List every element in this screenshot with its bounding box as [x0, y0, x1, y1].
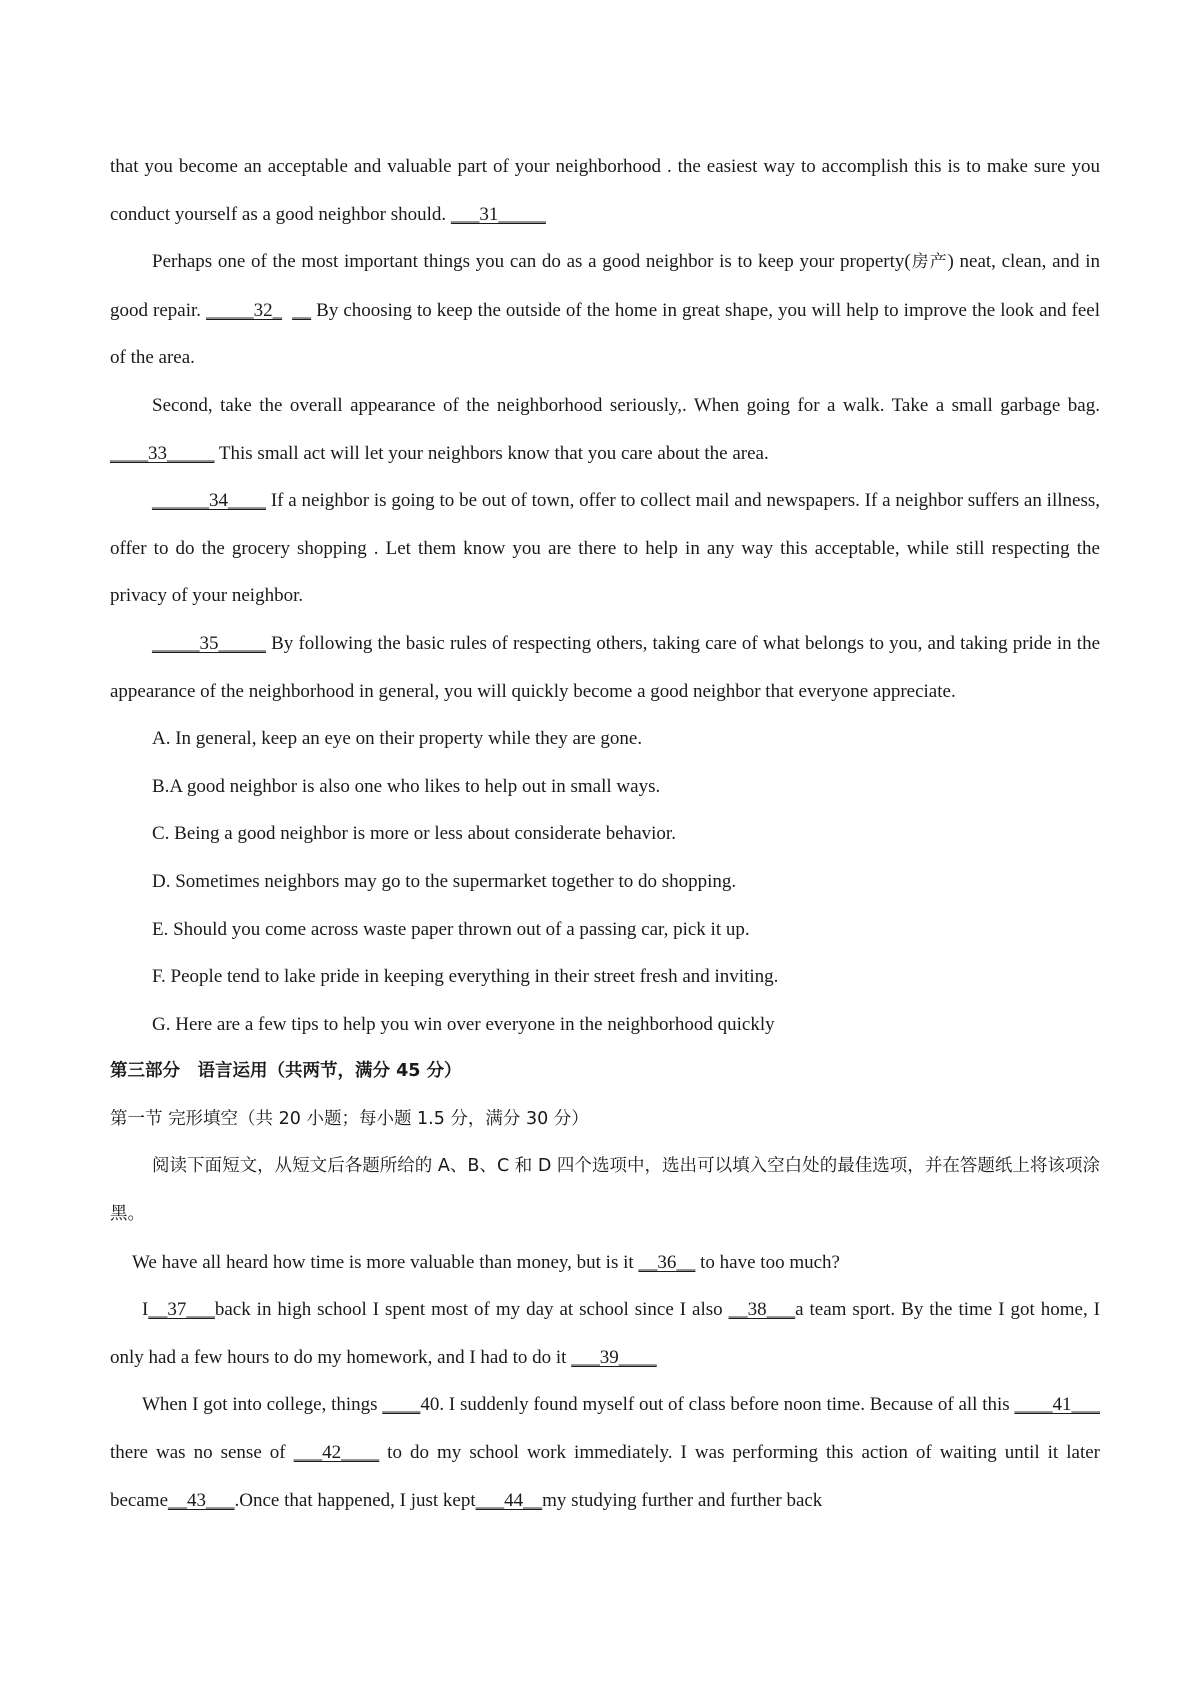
- answer-blank-32[interactable]: _____32_: [206, 299, 283, 321]
- answer-blank-41[interactable]: ____41___: [1014, 1394, 1100, 1416]
- paragraph-text: Perhaps one of the most important things you can do as a good neighbor is to keep your property(: [152, 251, 911, 273]
- paragraph-text: my studying further and further back: [542, 1489, 823, 1511]
- paragraph-text: a team sport. By the time I got home, I only had a few hours to do my homework, and I had to do it: [110, 1299, 1101, 1368]
- paragraph-text: back in high school I spent most of my day at school since I also: [214, 1299, 729, 1321]
- paragraph-text: When I got into college, things: [142, 1394, 383, 1416]
- paragraph-text: This small act will let your neighbors know that you care about the area.: [214, 442, 769, 464]
- reading-paragraph-3: [110, 477, 1100, 620]
- paragraph-text: 40. I suddenly found myself out of class before noon time. Because of all this: [420, 1394, 1015, 1416]
- paragraph-text: ) neat, clean, and in good repair.: [110, 251, 1101, 321]
- answer-blank-38[interactable]: __38___: [728, 1299, 796, 1321]
- answer-blank-44[interactable]: ___44__: [475, 1489, 543, 1511]
- reading-paragraph-1: [110, 238, 1100, 382]
- paragraph-gloss: 房产: [910, 252, 948, 273]
- paragraph-text: there was no sense of: [110, 1442, 294, 1464]
- cloze-paragraph-3: [110, 1381, 1100, 1524]
- reading-paragraph-2: [110, 382, 1100, 477]
- option-e: E. Should you come across waste paper thrown out of a passing car, pick it up.: [152, 918, 750, 940]
- answer-blank-32-tail[interactable]: __: [292, 299, 312, 321]
- reading-paragraph-4: [110, 620, 1100, 715]
- answer-blank-31[interactable]: ___31_____: [450, 203, 546, 225]
- paragraph-text: .Once that happened, I just kept: [234, 1489, 476, 1511]
- paragraph-text: that you become an acceptable and valuable part of your neighborhood . the easiest way to accomplish this is to make sure you conduct yourself as a good neighbor should.: [110, 156, 1100, 225]
- answer-blank-33[interactable]: ____33_____: [110, 442, 215, 464]
- paragraph-text: We have all heard how time is more valuable than money, but is it: [132, 1251, 639, 1273]
- answer-blank-39[interactable]: ___39____: [571, 1346, 657, 1368]
- document-page: [110, 143, 1100, 1524]
- option-d: D. Sometimes neighbors may go to the supermarket together to do shopping.: [152, 870, 737, 892]
- section-subheading: 第一节 完形填空（共 20 小题；每小题 1.5 分，满分 30 分）: [110, 1108, 589, 1129]
- options-list: [110, 715, 1100, 1048]
- paragraph-text: By choosing to keep the outside of the home in great shape, you will help to improve the look and feel of the area.: [110, 299, 1100, 369]
- answer-blank-43[interactable]: __43___: [168, 1489, 235, 1511]
- answer-blank-40[interactable]: ____: [382, 1394, 421, 1416]
- answer-blank-37[interactable]: __37___: [148, 1299, 215, 1321]
- paragraph-text: to do my school work immediately. I was performing this action of waiting until it later became: [110, 1442, 1100, 1511]
- option-c: C. Being a good neighbor is more or less about considerate behavior.: [152, 823, 676, 845]
- answer-blank-35[interactable]: _____35_____: [152, 632, 266, 654]
- answer-blank-36[interactable]: __36__: [638, 1251, 696, 1273]
- blank-gap: [282, 300, 292, 321]
- answer-blank-34[interactable]: ______34____: [152, 490, 266, 512]
- option-f: F. People tend to lake pride in keeping everything in their street fresh and inviting.: [152, 966, 779, 988]
- option-b: B.A good neighbor is also one who likes to help out in small ways.: [152, 775, 661, 797]
- paragraph-text: If a neighbor is going to be out of town, offer to collect mail and newspapers. If a neighbor suffers an illness, offer to do the grocery shopping . Let them know you are there to help in any way this acceptable, while still respecting the privacy of your neighbor.: [110, 490, 1100, 607]
- option-g: G. Here are a few tips to help you win over everyone in the neighborhood quickly: [152, 1013, 775, 1035]
- reading-paragraph-0: [110, 143, 1100, 238]
- section-heading: 第三部分 语言运用（共两节，满分 45 分）: [110, 1061, 462, 1082]
- option-a: A. In general, keep an eye on their property while they are gone.: [152, 728, 643, 750]
- section-instruction: 阅读下面短文，从短文后各题所给的 A、B、C 和 D 四个选项中，选出可以填入空白处的最佳选项，并在答题纸上将该项涂黑。: [110, 1156, 1100, 1225]
- paragraph-text: I: [142, 1299, 149, 1321]
- paragraph-text: By following the basic rules of respecting others, taking care of what belongs to you, and taking pride in the appearance of the neighborhood in general, you will quickly become a good neighbor that everyone appreciate.: [110, 632, 1100, 702]
- paragraph-text: Second, take the overall appearance of the neighborhood seriously,. When going for a walk. Take a small garbage bag.: [152, 394, 1100, 416]
- paragraph-text: to have too much?: [695, 1251, 840, 1273]
- cloze-paragraph-1: [110, 1239, 1100, 1287]
- answer-blank-42[interactable]: ___42____: [293, 1442, 380, 1464]
- cloze-paragraph-2: [110, 1286, 1100, 1381]
